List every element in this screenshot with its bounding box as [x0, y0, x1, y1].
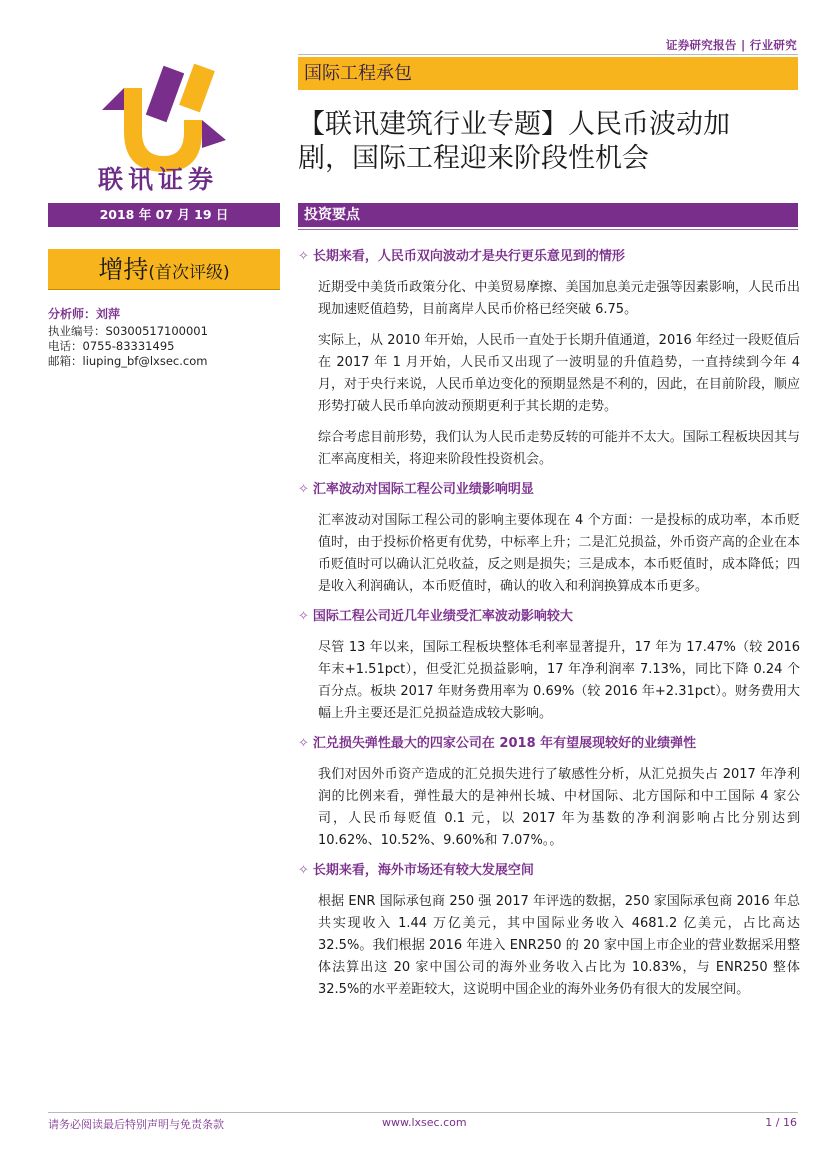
point-heading [298, 247, 800, 267]
section-block [298, 247, 800, 471]
footer-disclaimer[interactable]: 请务必阅读最后特别声明与免责条款 [48, 1118, 224, 1131]
diamond-bullet-icon: ✧ [298, 609, 309, 624]
point-heading-text: 长期来看，海外市场还有较大发展空间 [312, 863, 534, 878]
analyst-email[interactable]: 邮箱：liuping_bf@lxsec.com [48, 354, 208, 368]
paragraph: 根据 ENR 国际承包商 250 强 2017 年评选的数据，250 家国际承包商 2016 年总共实现收入 1.44 万亿美元，其中国际业务收入 4681.2 亿美元，占比高达 32.5%。我们根据 2016 年进入 ENR250 的 20 家中国上市企业的营业数据采用整体法算出这 20 家中国公司的海外业务收入占比为 10.83%，与 ENR250 整体 32.5%的水平差距较大，这说明中国企业的海外业务仍有很大的发展空间。 [318, 894, 800, 997]
section-divider [298, 229, 798, 230]
paragraph: 实际上，从 2010 年开始，人民币一直处于长期升值通道，2016 年经过一段贬值后在 2017 年 1 月开始，人民币又出现了一波明显的升值趋势，一直持续到今年 4 月，对于央行来说，人民币单边变化的预期显然是不利的，因此，在目前阶段，顺应形势打破人民币单向波动预期更利于其长期的走势。 [318, 333, 800, 414]
key-points [298, 247, 800, 1010]
point-heading [298, 734, 800, 754]
report-date: 2018 年 07 月 19 日 [48, 203, 280, 227]
rating-sub: (首次评级) [148, 263, 230, 283]
footer-website[interactable]: www.lxsec.com [382, 1116, 467, 1129]
report-type-label: 证券研究报告 | 行业研究 [665, 38, 797, 52]
header-divider [298, 54, 798, 55]
point-heading [298, 480, 800, 500]
rating-main: 增持 [98, 255, 149, 284]
analyst-name: 分析师：刘萍 [48, 307, 121, 321]
paragraph: 近期受中美货币政策分化、中美贸易摩擦、美国加息美元走强等因素影响，人民币出现加速贬值趋势，目前离岸人民币价格已经突破 6.75。 [318, 280, 800, 317]
paragraph: 综合考虑目前形势，我们认为人民币走势反转的可能并不太大。国际工程板块因其与汇率高度相关，将迎来阶段性投资机会。 [318, 430, 800, 467]
logo-text: 联讯证券 [98, 165, 219, 194]
rating-badge [48, 249, 280, 290]
section-block [298, 607, 800, 725]
title-line-1: 【联讯建筑行业专题】人民币波动加 [298, 109, 730, 140]
point-heading [298, 861, 800, 881]
section-title: 投资要点 [298, 203, 798, 227]
diamond-bullet-icon: ✧ [298, 249, 309, 264]
footer-page-number: 1 / 16 [765, 1116, 797, 1129]
report-title [298, 108, 803, 176]
analyst-phone: 电话：0755-83331495 [48, 339, 175, 353]
point-heading [298, 607, 800, 627]
diamond-bullet-icon: ✧ [298, 482, 309, 497]
paragraph: 我们对因外币资产造成的汇兑损失进行了敏感性分析，从汇兑损失占 2017 年净利润的比例来看，弹性最大的是神州长城、中材国际、北方国际和中工国际 4 家公司，人民币每贬值 0.1 元，以 2017 年为基数的净利润影响占比分别达到 10.62%、10.52%、9.60%和 7.07%。。 [318, 767, 800, 848]
paragraph: 汇率波动对国际工程公司的影响主要体现在 4 个方面：一是投标的成功率，本币贬值时，由于投标价格更有优势，中标率上升；二是汇兑损益，外币资产高的企业在本币贬值时可以确认汇兑收益，反之则是损失；三是成本，本币贬值时，成本降低；四是收入利润确认，本币贬值时，确认的收入和利润换算成本币更多。 [318, 513, 800, 594]
point-heading-text: 汇率波动对国际工程公司业绩影响明显 [312, 482, 534, 497]
paragraph: 尽管 13 年以来，国际工程板块整体毛利率显著提升，17 年为 17.47%（较 2016 年末+1.51pct），但受汇兑损益影响，17 年净利润率 7.13%，同比下降 0.24 个百分点。板块 2017 年财务费用率为 0.69%（较 2016 年+2.31pct）。财务费用大幅上升主要还是汇兑损益造成较大影响。 [318, 640, 800, 721]
point-heading-text: 国际工程公司近几年业绩受汇率波动影响较大 [312, 609, 573, 624]
category-bar: 国际工程承包 [298, 57, 798, 90]
section-block [298, 861, 800, 1001]
footer-divider [48, 1112, 798, 1113]
point-heading-text: 汇兑损失弹性最大的四家公司在 2018 年有望展现较好的业绩弹性 [312, 736, 697, 751]
diamond-bullet-icon: ✧ [298, 736, 309, 751]
section-block [298, 734, 800, 852]
diamond-bullet-icon: ✧ [298, 863, 309, 878]
section-block [298, 480, 800, 598]
point-heading-text: 长期来看，人民币双向波动才是央行更乐意见到的情形 [312, 249, 625, 264]
title-line-2: 剧，国际工程迎来阶段性机会 [298, 143, 649, 174]
analyst-license: 执业编号：S0300517100001 [48, 324, 208, 338]
